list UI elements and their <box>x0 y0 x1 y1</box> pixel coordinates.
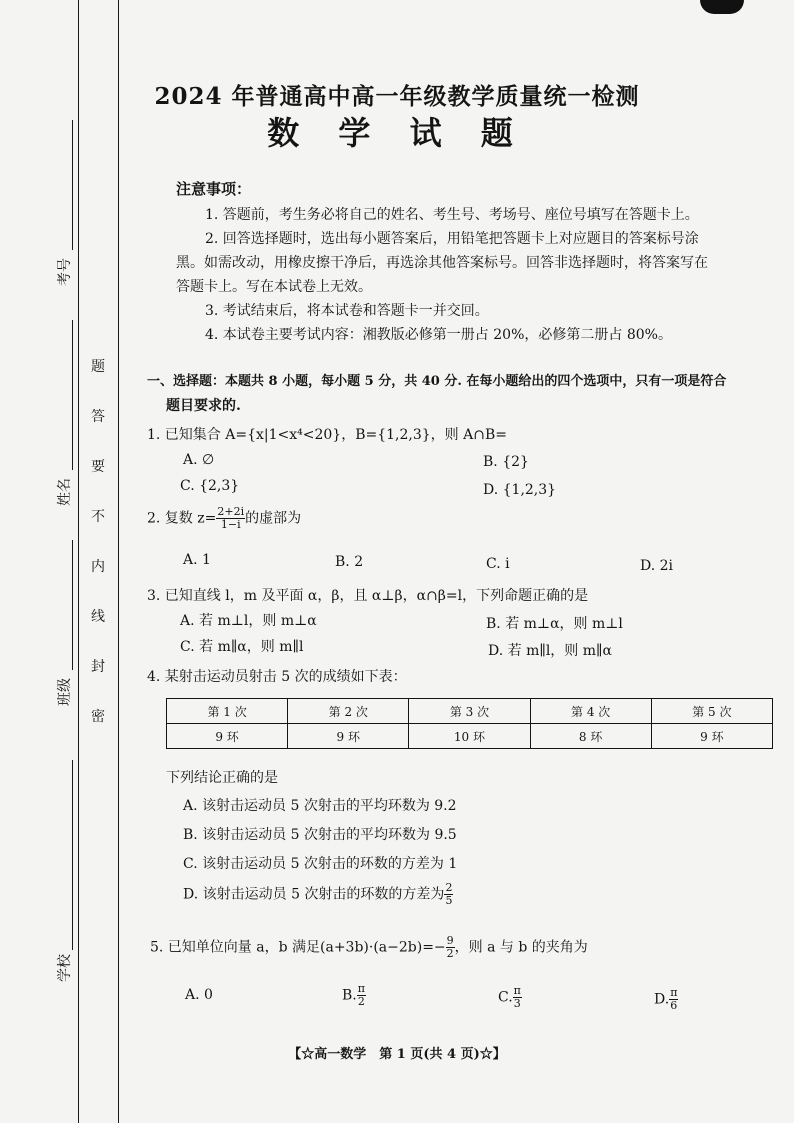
seal-char: 不 <box>91 509 105 525</box>
section-heading-cont: 题目要求的. <box>166 398 241 414</box>
q4-d-fraction <box>444 882 453 907</box>
q5-stem-post: ，则 a 与 b 的夹角为 <box>454 939 588 956</box>
q5-b-fraction-num: π <box>357 982 365 995</box>
q5-fraction-num: 9 <box>446 934 454 947</box>
score-value-cell: 10 环 <box>409 724 530 749</box>
xingming-label: 姓名 <box>57 478 73 506</box>
q4-option-a: A. 该射击运动员 5 次射击的平均环数为 9.2 <box>183 798 457 814</box>
q5-fraction-den: 2 <box>446 947 454 960</box>
binding-line-right <box>118 0 119 1123</box>
score-header-cell: 第 1 次 <box>167 699 288 724</box>
q4-option-d-text: D. 该射击运动员 5 次射击的环数的方差为 <box>183 886 445 903</box>
q5-fraction <box>446 935 455 960</box>
score-value-cell: 8 环 <box>530 724 651 749</box>
q5-stem-pre: 5. 已知单位向量 a，b 满足(a+3b)·(a−2b)=− <box>150 939 446 956</box>
score-value-cell: 9 环 <box>167 724 288 749</box>
q5-d-fraction-den: 6 <box>670 999 678 1012</box>
q1-option-b: B. {2} <box>483 454 529 470</box>
q5-b-fraction-den: 2 <box>357 995 365 1008</box>
seal-char: 线 <box>91 609 105 625</box>
q3-option-a: A. 若 m⊥l，则 m⊥α <box>180 613 317 629</box>
q5-option-d-label: D. <box>654 991 670 1008</box>
q2-fraction-den: 1−i <box>220 518 241 531</box>
xingming-blank <box>72 320 73 470</box>
q5-d-fraction <box>669 987 678 1012</box>
seal-char: 内 <box>91 559 105 575</box>
q5-option-d <box>654 987 678 1012</box>
q4-d-fraction-num: 2 <box>445 881 453 894</box>
notice-item: 3. 考试结束后，将本试卷和答题卡一并交回。 <box>205 303 489 319</box>
q4-option-c: C. 该射击运动员 5 次射击的环数的方差为 1 <box>183 856 458 872</box>
page-footer: 【☆高一数学 第 1 页(共 4 页)☆】 <box>288 1047 506 1062</box>
notice-item: 2. 回答选择题时，选出每小题答案后，用铅笔把答题卡上对应题目的答案标号涂 <box>205 231 699 247</box>
q2-option-a: A. 1 <box>183 552 211 568</box>
q2-stem-post: 的虚部为 <box>245 510 302 527</box>
q2-fraction <box>216 506 245 531</box>
score-header-cell: 第 4 次 <box>530 699 651 724</box>
q2-option-b: B. 2 <box>335 554 364 570</box>
score-header-cell: 第 2 次 <box>288 699 409 724</box>
q1-option-c: C. {2,3} <box>180 478 240 494</box>
q1-stem: 1. 已知集合 A={x|1<x⁴<20}，B={1,2,3}，则 A∩B= <box>147 427 507 443</box>
q2-option-c: C. i <box>486 556 510 572</box>
q2-stem <box>147 506 301 531</box>
q2-option-d: D. 2i <box>640 558 674 574</box>
section-heading: 一、选择题：本题共 8 小题，每小题 5 分，共 40 分. 在每小题给出的四个选项中，只有一项是符合 <box>147 374 727 389</box>
seal-char: 密 <box>91 709 105 725</box>
banji-blank <box>72 540 73 670</box>
score-header-cell: 第 3 次 <box>409 699 530 724</box>
score-value-cell: 9 环 <box>288 724 409 749</box>
q2-fraction-num: 2+2i <box>217 505 245 518</box>
q5-option-c <box>498 985 522 1010</box>
q3-option-b: B. 若 m⊥α，则 m⊥l <box>486 616 623 632</box>
q4-stem: 4. 某射击运动员射击 5 次的成绩如下表： <box>147 669 407 685</box>
q5-option-c-label: C. <box>498 989 513 1006</box>
q5-c-fraction-den: 3 <box>513 997 521 1010</box>
q2-stem-pre: 2. 复数 z= <box>147 510 217 527</box>
q5-c-fraction <box>513 985 522 1010</box>
notice-item: 黑。如需改动，用橡皮擦干净后，再选涂其他答案标号。回答非选择题时，将答案写在 <box>176 255 708 271</box>
xuexiao-blank <box>72 760 73 950</box>
q3-option-c: C. 若 m∥α，则 m∥l <box>180 639 304 655</box>
notice-item: 1. 答题前，考生务必将自己的姓名、考生号、考场号、座位号填写在答题卡上。 <box>205 207 699 223</box>
q5-stem <box>150 935 588 960</box>
q4-option-b: B. 该射击运动员 5 次射击的平均环数为 9.5 <box>183 827 457 843</box>
q3-option-d: D. 若 m∥l，则 m∥α <box>488 643 612 659</box>
q5-d-fraction-num: π <box>670 986 678 999</box>
scan-mark <box>700 0 744 14</box>
score-table <box>166 698 773 749</box>
q5-c-fraction-num: π <box>513 984 521 997</box>
q5-b-fraction <box>357 983 366 1008</box>
score-header-cell: 第 5 次 <box>651 699 772 724</box>
q1-option-a: A. ∅ <box>183 452 215 468</box>
q5-option-b-label: B. <box>342 987 357 1004</box>
q4-option-d <box>183 882 453 907</box>
score-value-cell: 9 环 <box>651 724 772 749</box>
q5-option-a: A. 0 <box>185 987 213 1003</box>
seal-char: 封 <box>91 659 105 675</box>
banji-label: 班级 <box>57 678 73 706</box>
subject-title: 数 学 试 题 <box>267 114 527 152</box>
notice-heading: 注意事项： <box>176 180 252 198</box>
score-table-header-row <box>167 699 773 724</box>
seal-char: 题 <box>91 359 105 375</box>
score-table-value-row <box>167 724 773 749</box>
q4-d-fraction-den: 5 <box>445 894 453 907</box>
notice-item: 4. 本试卷主要考试内容：湘教版必修第一册占 20%，必修第二册占 80%。 <box>205 327 672 343</box>
exam-title: 2024 年普通高中高一年级教学质量统一检测 <box>154 83 640 110</box>
q3-stem: 3. 已知直线 l，m 及平面 α，β，且 α⊥β，α∩β=l，下列命题正确的是 <box>147 588 589 604</box>
kaohao-label: 考号 <box>57 258 73 286</box>
q4-lead: 下列结论正确的是 <box>166 770 278 786</box>
notice-item: 答题卡上。写在本试卷上无效。 <box>176 279 372 295</box>
xuexiao-label: 学校 <box>57 954 73 982</box>
binding-line-left <box>78 0 79 1123</box>
seal-char: 要 <box>91 459 105 475</box>
seal-char: 答 <box>91 409 105 425</box>
q1-option-d: D. {1,2,3} <box>483 482 557 498</box>
q5-option-b <box>342 983 366 1008</box>
